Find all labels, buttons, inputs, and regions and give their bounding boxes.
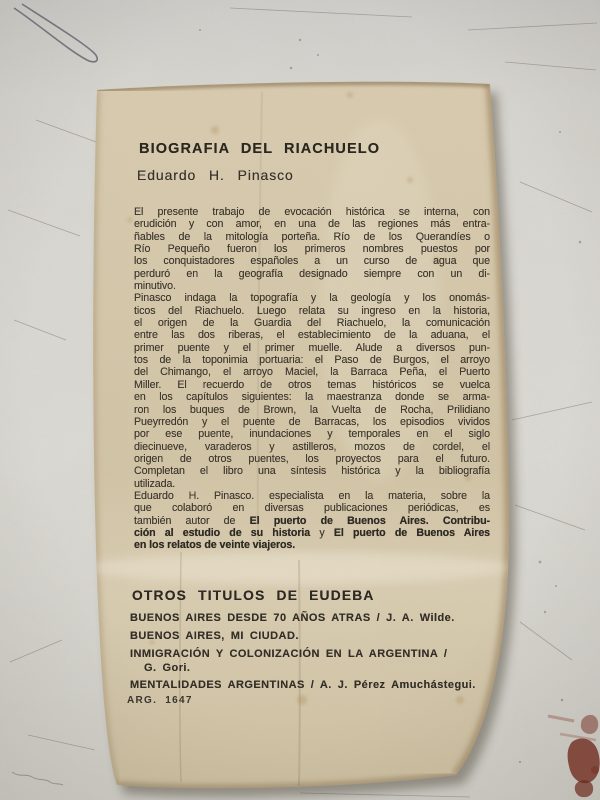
synopsis-line: también autor de El puerto de Buenos Aires. Contribu- <box>134 514 490 527</box>
synopsis-line: El presente trabajo de evocación histórica se interna, con <box>134 206 490 218</box>
synopsis-line: Pinasco indaga la topografía y la geología y los onomás- <box>134 292 490 305</box>
book-title: BIOGRAFIA DEL RIACHUELO <box>139 141 381 157</box>
book-author: Eduardo H. Pinasco <box>137 167 294 183</box>
synopsis-line: ticos del Riachuelo. Luego relata su ingreso en la historia, <box>134 304 490 317</box>
synopsis-line: por ese puente, inundaciones y temporales en el siglo <box>134 428 490 441</box>
synopsis-line: Completan el libro una síntesis histórica y la bibliografía <box>134 465 490 478</box>
synopsis-line: entre las dos riberas, el establecimiento de la aduana, el <box>134 329 490 342</box>
synopsis-line: primer puente y el primer muelle. Alude a diversos pun- <box>134 341 490 354</box>
synopsis-line: erudición y con amor, en una de las regiones más entra- <box>134 218 490 231</box>
synopsis-line: en los capítulos siguientes: la maestranza donde se arma- <box>134 391 490 404</box>
synopsis-line: Eduardo H. Pinasco. especialista en la materia, sobre la <box>134 489 490 502</box>
other-title-line: MENTALIDADES ARGENTINAS / A. J. Pérez Amuchástegui. <box>130 679 476 692</box>
synopsis-line: el origen de la Guardia del Riachuelo, la comunicación <box>134 317 490 330</box>
synopsis-line: ñables de la mitología porteña. Río de los Querandíes o <box>134 230 490 243</box>
synopsis-line: del Chimango, el arroyo Maciel, la Barraca Peña, el Puerto <box>134 366 490 379</box>
synopsis-line: diecinueve, varaderos y astilleros, mozos de cordel, el <box>134 440 490 453</box>
other-title-item <box>130 630 510 643</box>
other-title-item <box>130 612 510 625</box>
synopsis-line: perduró en la geografía designado siempre con un di- <box>134 267 490 280</box>
synopsis-line: minutivo. <box>134 280 176 293</box>
synopsis-line: Pueyrredón y el puente de Barracas, los episodios vividos <box>134 415 490 428</box>
other-title-item <box>130 648 510 675</box>
synopsis-line: Río Pequeño fueron los primeros nombres puestos por <box>134 243 490 256</box>
synopsis-line: ción al estudio de su historia y El puerto de Buenos Aires <box>134 526 491 539</box>
other-title-line: G. Gori. <box>144 661 191 674</box>
catalog-code: ARG. 1647 <box>127 695 193 706</box>
synopsis-line: los conquistadores españoles a un curso de agua que <box>134 255 490 268</box>
synopsis-line: tos de la toponimia portuaria: el Paso de Burgos, el arroyo <box>134 354 490 367</box>
other-titles-list <box>130 612 510 697</box>
synopsis-line: que colaboró en diversas publicaciones periódicas, es <box>134 502 490 515</box>
other-titles-heading: OTROS TITULOS DE EUDEBA <box>132 588 375 603</box>
book-synopsis <box>134 206 490 552</box>
other-title-item <box>130 679 510 692</box>
synopsis-line: origen de otros puentes, los proyectos para el futuro. <box>134 452 490 465</box>
synopsis-line: Miller. El recuerdo de otros temas históricos se vuelca <box>134 378 490 391</box>
synopsis-line: ron los buques de Brown, la Vuelta de Rocha, Prilidiano <box>134 403 490 416</box>
other-title-line: BUENOS AIRES, MI CIUDAD. <box>130 629 299 642</box>
other-title-line: INMIGRACIÓN Y COLONIZACIÓN EN LA ARGENTINA / <box>130 647 448 660</box>
synopsis-line: utilizada. <box>134 477 176 490</box>
synopsis-line: en los relatos de veinte viajeros. <box>134 539 296 552</box>
other-title-line: BUENOS AIRES DESDE 70 AÑOS ATRAS / J. A. Wilde. <box>130 612 455 624</box>
